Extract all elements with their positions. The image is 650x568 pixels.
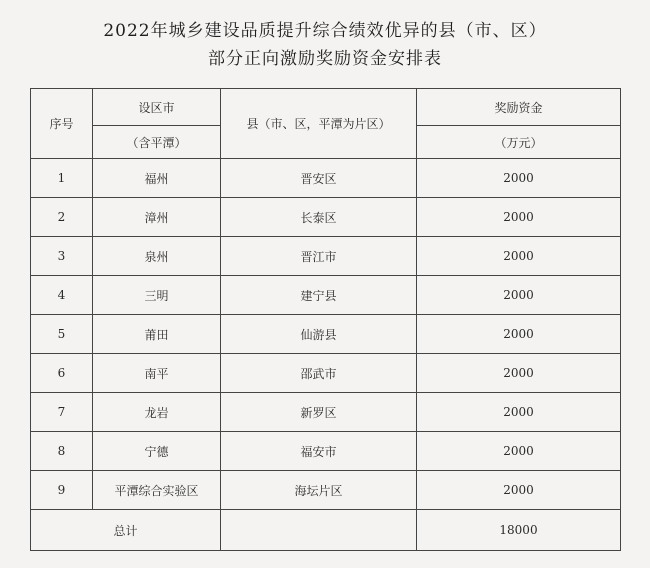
cell-seq: 5: [31, 315, 93, 354]
document-title-line2: 部分正向激励奖励资金安排表: [208, 49, 442, 69]
cell-county: 晋江市: [221, 237, 417, 276]
table-row: [31, 315, 621, 354]
cell-fund: 2000: [417, 315, 621, 354]
cell-fund: 2000: [417, 276, 621, 315]
table-row: [31, 159, 621, 198]
table-row: [31, 432, 621, 471]
cell-county: 福安市: [221, 432, 417, 471]
total-row: [31, 510, 621, 551]
cell-city: 南平: [93, 354, 221, 393]
cell-seq: 7: [31, 393, 93, 432]
cell-city: 莆田: [93, 315, 221, 354]
cell-city: 漳州: [93, 198, 221, 237]
cell-county: 晋安区: [221, 159, 417, 198]
cell-county: 长泰区: [221, 198, 417, 237]
cell-seq: 6: [31, 354, 93, 393]
cell-fund: 2000: [417, 471, 621, 510]
cell-seq: 4: [31, 276, 93, 315]
cell-city: 宁德: [93, 432, 221, 471]
cell-county: 新罗区: [221, 393, 417, 432]
table-row: [31, 198, 621, 237]
cell-seq: 9: [31, 471, 93, 510]
table-row: [31, 276, 621, 315]
cell-county: 邵武市: [221, 354, 417, 393]
table-row: [31, 393, 621, 432]
table-row: [31, 471, 621, 510]
cell-county: 海坛片区: [221, 471, 417, 510]
cell-seq: 1: [31, 159, 93, 198]
table-row: [31, 354, 621, 393]
fund-allocation-table: [30, 88, 621, 551]
cell-seq: 3: [31, 237, 93, 276]
cell-county: 仙游县: [221, 315, 417, 354]
cell-county: 建宁县: [221, 276, 417, 315]
header-seq: 序号: [31, 89, 93, 159]
cell-city: 福州: [93, 159, 221, 198]
cell-fund: 2000: [417, 393, 621, 432]
total-value: 18000: [417, 510, 621, 551]
header-city-sub: （含平潭）: [93, 126, 221, 159]
document-title-line1: 2022年城乡建设品质提升综合绩效优异的县（市、区）: [103, 21, 547, 41]
cell-seq: 8: [31, 432, 93, 471]
cell-fund: 2000: [417, 237, 621, 276]
cell-fund: 2000: [417, 198, 621, 237]
total-label: 总计: [31, 510, 221, 551]
cell-fund: 2000: [417, 354, 621, 393]
total-empty-cell: [221, 510, 417, 551]
header-city: 设区市: [93, 89, 221, 126]
cell-city: 泉州: [93, 237, 221, 276]
cell-fund: 2000: [417, 432, 621, 471]
header-county: 县（市、区，平潭为片区）: [221, 89, 417, 159]
table-row: [31, 237, 621, 276]
header-fund: 奖励资金: [417, 89, 621, 126]
header-fund-unit: （万元）: [417, 126, 621, 159]
cell-seq: 2: [31, 198, 93, 237]
cell-fund: 2000: [417, 159, 621, 198]
cell-city: 三明: [93, 276, 221, 315]
cell-city: 平潭综合实验区: [93, 471, 221, 510]
cell-city: 龙岩: [93, 393, 221, 432]
